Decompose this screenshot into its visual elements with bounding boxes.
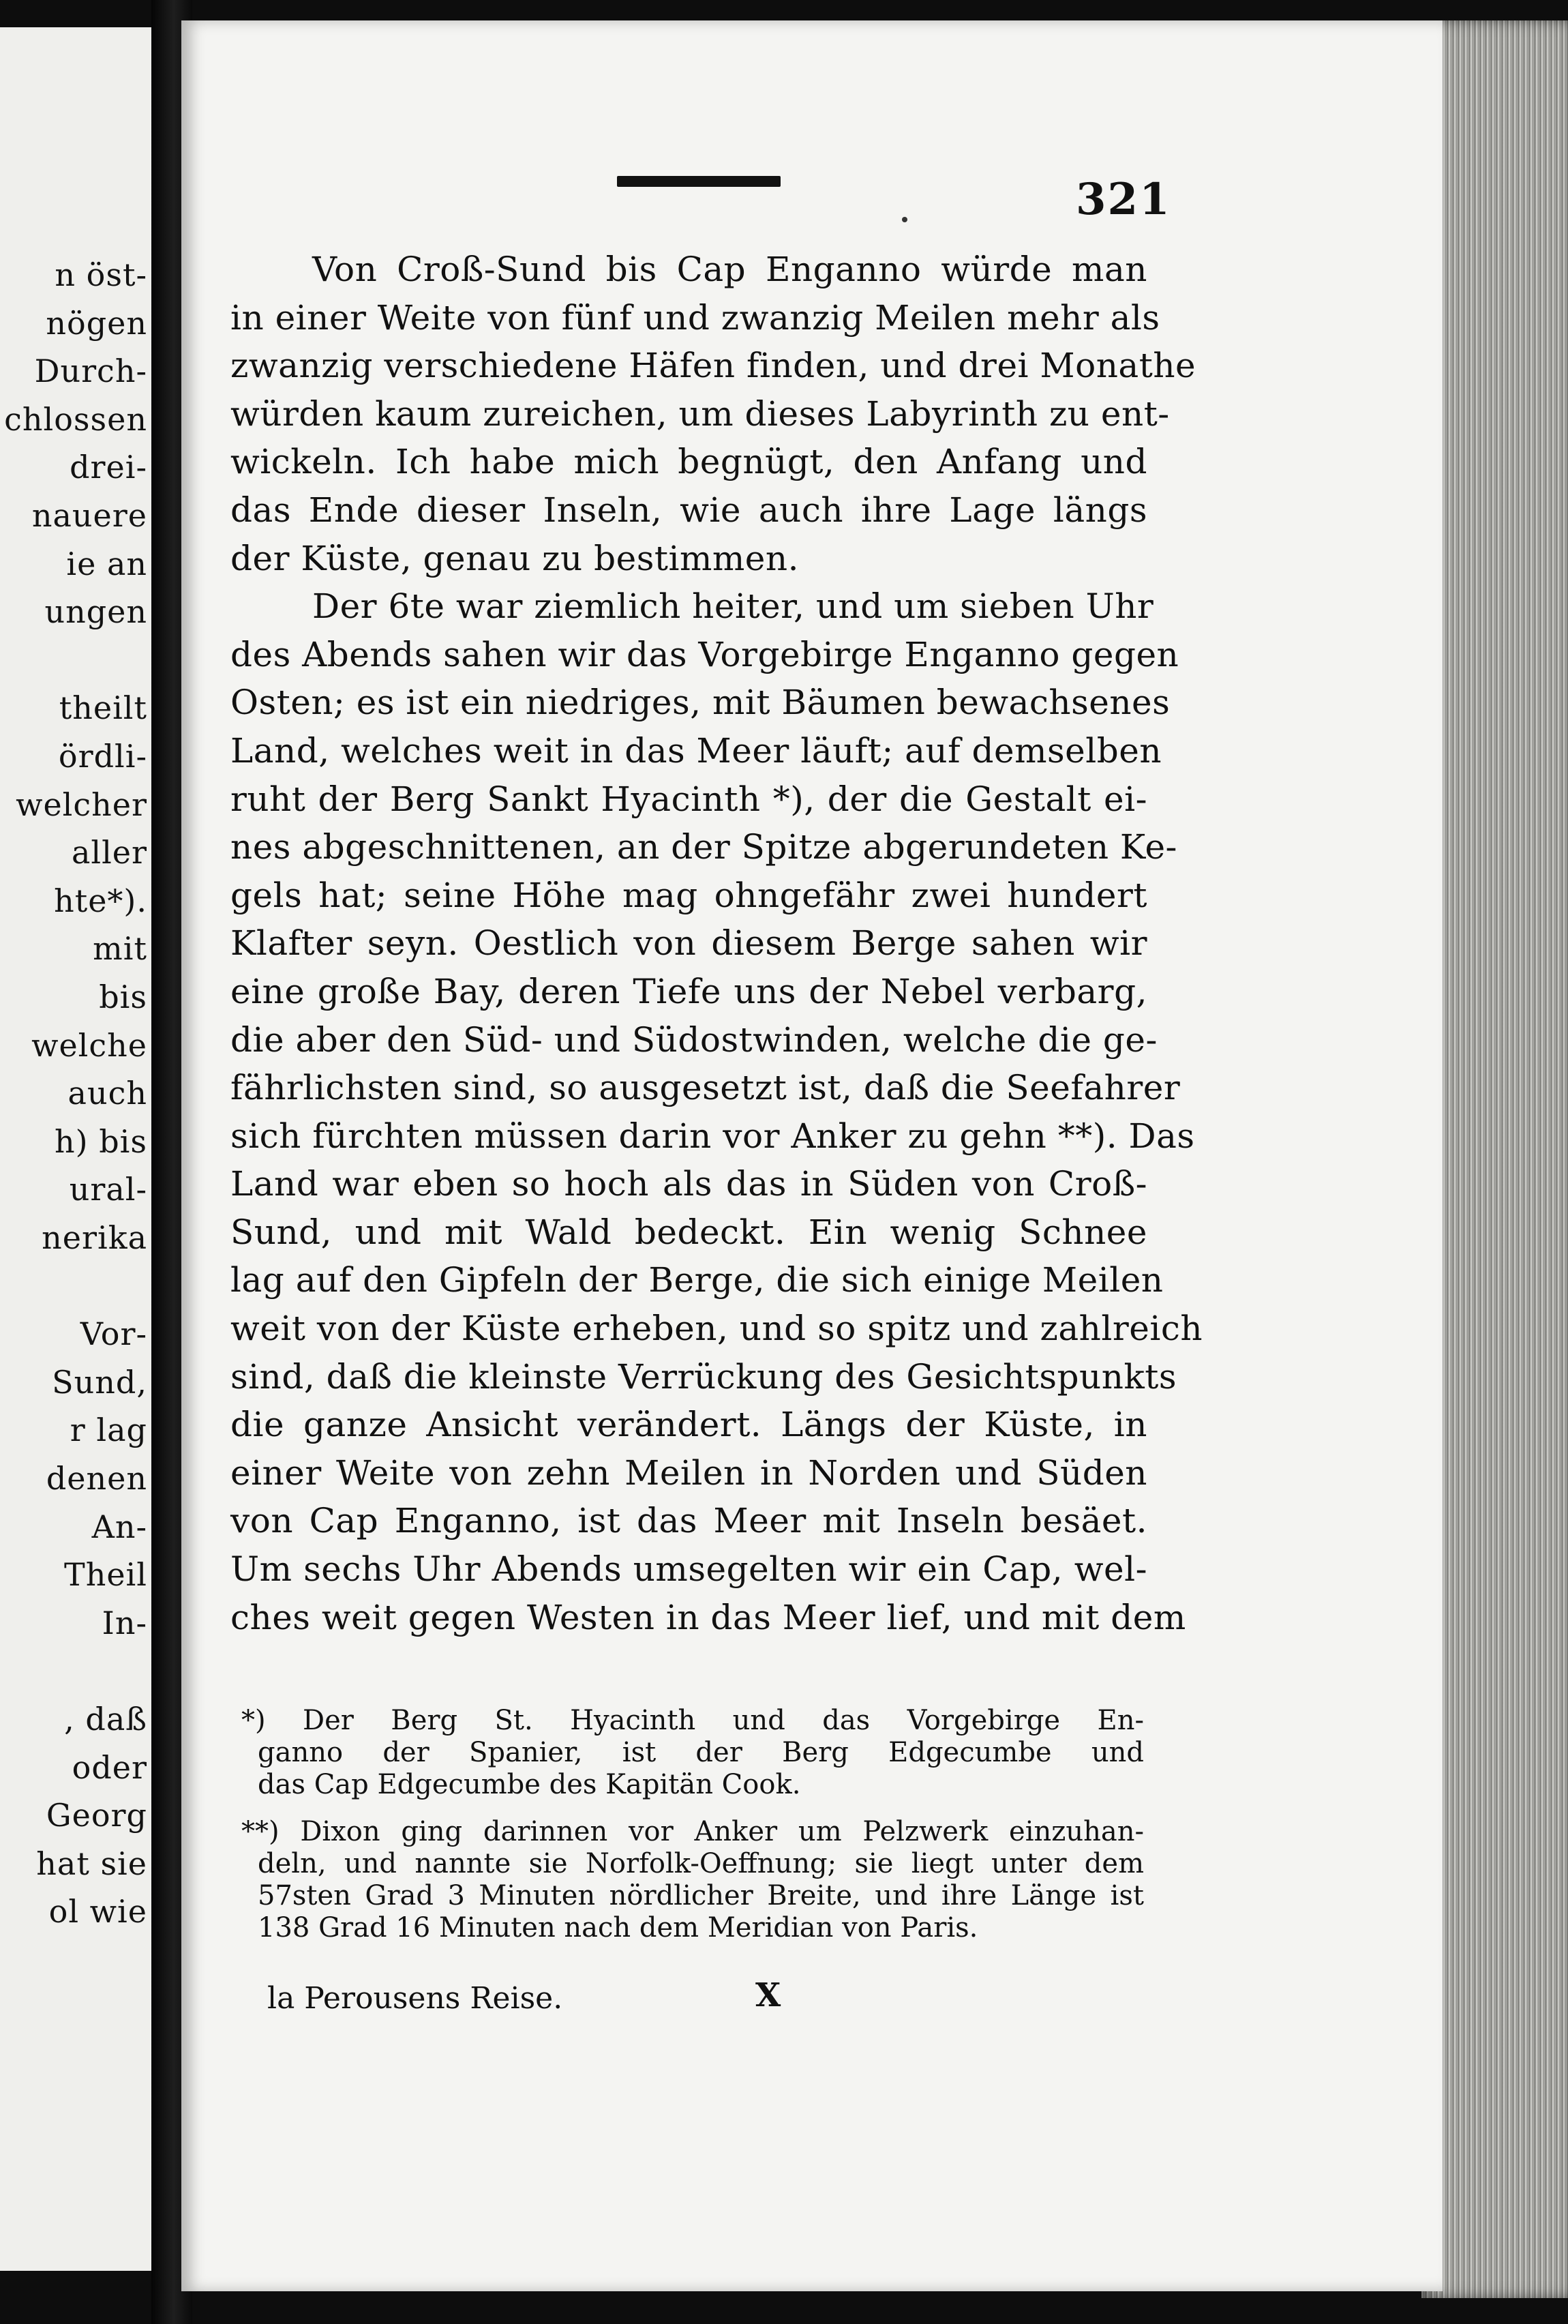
text-line: Land war eben so hoch als das in Süden von Croß- xyxy=(230,1164,1147,1204)
header-rule xyxy=(617,176,781,187)
text-line: würden kaum zureichen, um dieses Labyrinth zu ent- xyxy=(230,393,1170,434)
footnote-line: das Cap Edgecumbe des Kapitän Cook. xyxy=(258,1769,801,1800)
facing-page-line: chlossen xyxy=(4,400,147,438)
footnote-line: ganno der Spanier, ist der Berg Edgecumbe und xyxy=(258,1737,1144,1768)
footnote-line: 138 Grad 16 Minuten nach dem Meridian von Paris. xyxy=(258,1912,978,1943)
footnote-line: *) Der Berg St. Hyacinth und das Vorgebirge En- xyxy=(241,1705,1144,1736)
text-line: Klafter seyn. Oestlich von diesem Berge sahen wir xyxy=(230,923,1147,964)
facing-page-line: Georg xyxy=(46,1797,147,1834)
facing-page-line: bis xyxy=(99,979,147,1015)
text-line: ruht der Berg Sankt Hyacinth *), der die Gestalt ei- xyxy=(230,779,1147,819)
page-number: 321 xyxy=(1076,174,1171,225)
signature-line: la Perousens Reise. xyxy=(267,1981,563,2016)
facing-page-line: An- xyxy=(91,1508,147,1545)
header-dot xyxy=(902,217,907,222)
body-text xyxy=(230,245,1203,1641)
facing-page-line: ural- xyxy=(69,1171,147,1208)
text-line: Der 6te war ziemlich heiter, und um sieben Uhr xyxy=(312,586,1154,627)
facing-page-line: Durch- xyxy=(34,353,147,390)
facing-page-line: h) bis xyxy=(55,1122,147,1160)
facing-page-line: ie an xyxy=(66,545,147,582)
footnotes xyxy=(241,1705,1144,1944)
footnote-line: deln, und nannte sie Norfolk-Oeffnung; sie liegt unter dem xyxy=(258,1848,1144,1879)
footnote-line: 57sten Grad 3 Minuten nördlicher Breite, und ihre Länge ist xyxy=(258,1880,1144,1911)
text-line: wickeln. Ich habe mich begnügt, den Anfang und xyxy=(230,442,1147,482)
text-line: lag auf den Gipfeln der Berge, die sich einige Meilen xyxy=(230,1260,1164,1300)
facing-page-line: Vor- xyxy=(80,1315,147,1353)
facing-page-line: , daß xyxy=(64,1701,147,1738)
text-line: sich fürchten müssen darin vor Anker zu gehn **). Das xyxy=(230,1116,1195,1156)
text-line: zwanzig verschiedene Häfen finden, und drei Monathe xyxy=(230,346,1196,386)
facing-page-line: drei- xyxy=(70,449,147,486)
text-line: Von Croß-Sund bis Cap Enganno würde man xyxy=(312,250,1147,289)
facing-page-line: mit xyxy=(93,930,147,968)
text-line: der Küste, genau zu bestimmen. xyxy=(230,538,799,578)
text-line: Um sechs Uhr Abends umsegelten wir ein Cap, wel- xyxy=(230,1549,1147,1590)
text-line: das Ende dieser Inseln, wie auch ihre Lage längs xyxy=(230,490,1147,530)
facing-page-line: denen xyxy=(46,1460,147,1497)
facing-page-line: hat sie xyxy=(36,1845,147,1882)
facing-page-line: auch xyxy=(67,1075,147,1112)
text-line: gels hat; seine Höhe mag ohngefähr zwei hundert xyxy=(230,875,1147,915)
facing-page-line: Sund, xyxy=(52,1363,147,1401)
text-line: von Cap Enganno, ist das Meer mit Inseln besäet. xyxy=(230,1501,1147,1541)
facing-page-line: nerika xyxy=(42,1219,147,1256)
facing-page-line: ungen xyxy=(44,593,147,631)
facing-page-line: welche xyxy=(31,1026,147,1064)
facing-page-line: r lag xyxy=(70,1412,147,1449)
text-line: eine große Bay, deren Tiefe uns der Nebel verbarg, xyxy=(230,971,1147,1011)
signature-mark: X xyxy=(755,1976,781,2014)
text-line: in einer Weite von fünf und zwanzig Meilen mehr als xyxy=(230,297,1160,338)
facing-page-line: ördli- xyxy=(58,738,147,775)
facing-page-line: In- xyxy=(102,1604,147,1641)
facing-page-fragment xyxy=(0,27,151,2271)
page-edge-stack xyxy=(1421,20,1568,2298)
text-line: Osten; es ist ein niedriges, mit Bäumen bewachsenes xyxy=(230,683,1171,723)
footnote-gap xyxy=(258,1801,1144,1816)
facing-page-line: theilt xyxy=(59,689,147,727)
text-line: weit von der Küste erheben, und so spitz und zahlreich xyxy=(230,1309,1203,1349)
text-line: Land, welches weit in das Meer läuft; auf demselben xyxy=(230,730,1162,771)
text-line: sind, daß die kleinste Verrückung des Gesichtspunkts xyxy=(230,1356,1177,1397)
facing-page-line: oder xyxy=(72,1748,147,1786)
text-line: fährlichsten sind, so ausgesetzt ist, daß die Seefahrer xyxy=(230,1068,1181,1108)
facing-page-line: nauere xyxy=(31,497,147,534)
text-line: ches weit gegen Westen in das Meer lief, und mit dem xyxy=(230,1597,1186,1637)
text-line: nes abgeschnittenen, an der Spitze abgerundeten Ke- xyxy=(230,827,1177,867)
text-line: des Abends sahen wir das Vorgebirge Enganno gegen xyxy=(230,634,1179,674)
text-line: einer Weite von zehn Meilen in Norden und Süden xyxy=(230,1452,1147,1493)
facing-page-line: welcher xyxy=(16,786,147,823)
text-line: Sund, und mit Wald bedeckt. Ein wenig Schnee xyxy=(230,1212,1147,1252)
facing-page-line: ol wie xyxy=(48,1893,147,1931)
text-line: die ganze Ansicht verändert. Längs der Küste, in xyxy=(230,1405,1147,1445)
facing-page-line: nögen xyxy=(46,304,147,342)
facing-page-line: hte*). xyxy=(54,882,147,919)
facing-page-line: aller xyxy=(71,834,147,872)
facing-page-line: n öst- xyxy=(55,256,147,293)
text-line: die aber den Süd- und Südostwinden, welche die ge- xyxy=(230,1019,1158,1060)
facing-page-line: Theil xyxy=(64,1556,147,1594)
footnote-line: **) Dixon ging darinnen vor Anker um Pelzwerk einzuhan- xyxy=(241,1816,1144,1847)
